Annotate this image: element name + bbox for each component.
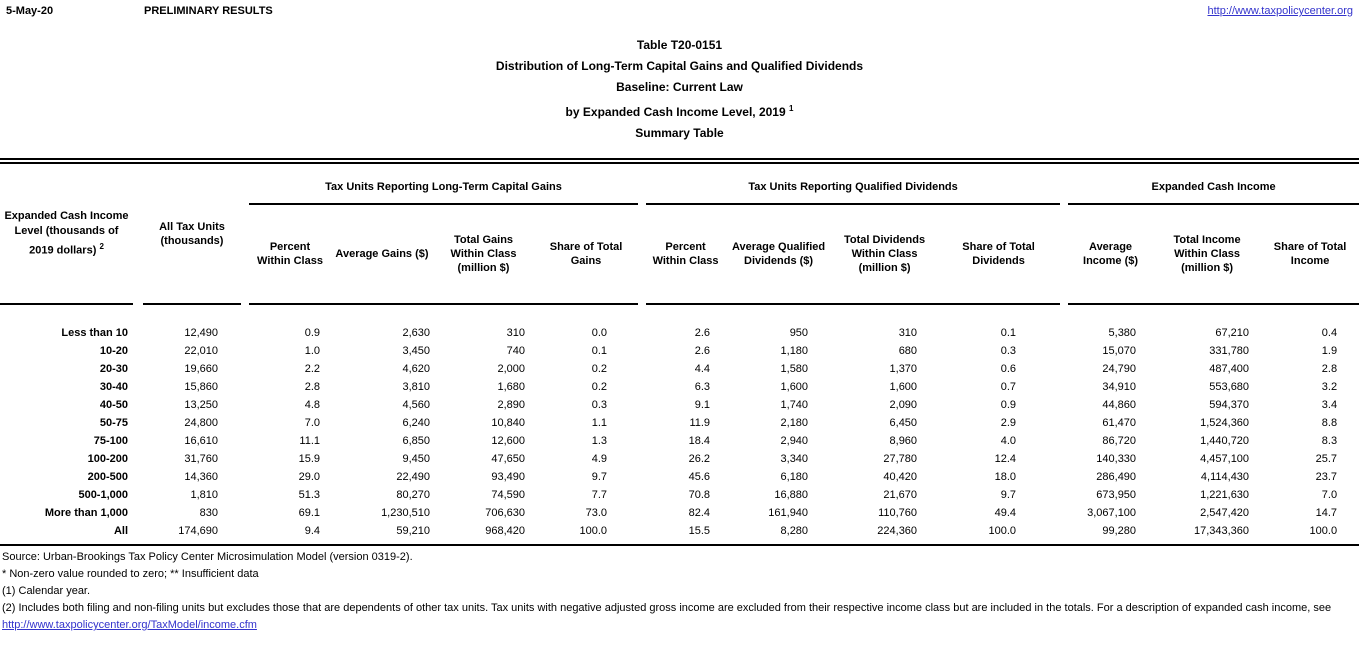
column-gap <box>1060 504 1068 522</box>
column-gap <box>241 378 249 396</box>
column-gap <box>638 486 646 504</box>
column-gap <box>1060 396 1068 414</box>
col-header-qd-share-of-total: Share of Total Dividends <box>937 204 1060 304</box>
baseline-subtitle: Baseline: Current Law <box>616 80 743 94</box>
cell-qd-average-dividends: 1,580 <box>780 363 809 375</box>
cell-eci-total-income: 1,221,630 <box>1200 489 1250 501</box>
table-row <box>0 360 1359 378</box>
cell-qd-percent-within-class: 45.6 <box>688 471 711 483</box>
row-label: All <box>113 525 128 537</box>
col-header-qd-percent-within-class: Percent Within Class <box>646 204 725 304</box>
column-gap <box>1060 164 1068 304</box>
cell-ltcg-percent-within-class: 15.9 <box>298 453 320 465</box>
cell-eci-average-income: 286,490 <box>1096 471 1137 483</box>
cell-all-tax-units: 14,360 <box>184 471 218 483</box>
col-header-ltcg-share-of-total: Share of Total Gains <box>534 204 638 304</box>
summary-table <box>0 164 1359 540</box>
column-gap <box>133 342 143 360</box>
cell-qd-total-dividends: 1,600 <box>889 381 918 393</box>
column-gap <box>638 522 646 540</box>
cell-ltcg-percent-within-class: 9.4 <box>304 525 320 537</box>
cell-qd-percent-within-class: 15.5 <box>688 525 711 537</box>
table-row <box>0 432 1359 450</box>
cell-qd-average-dividends: 2,180 <box>780 417 809 429</box>
cell-ltcg-total-gains: 706,630 <box>485 507 525 519</box>
cell-ltcg-share-of-total: 1.1 <box>591 417 608 429</box>
cell-ltcg-percent-within-class: 51.3 <box>298 489 320 501</box>
column-gap <box>1060 468 1068 486</box>
cell-ltcg-share-of-total: 0.2 <box>591 363 608 375</box>
table-row <box>0 414 1359 432</box>
cell-qd-average-dividends: 3,340 <box>780 453 809 465</box>
cell-qd-percent-within-class: 82.4 <box>688 507 711 519</box>
footnote-2-link-line <box>2 617 1357 634</box>
column-gap <box>133 324 143 342</box>
cell-eci-share-of-total: 7.0 <box>1321 489 1338 501</box>
cell-all-tax-units: 1,810 <box>190 489 218 501</box>
cell-qd-share-of-total: 0.3 <box>1000 345 1017 357</box>
taxpolicycenter-link[interactable]: http://www.taxpolicycenter.org <box>1207 5 1353 17</box>
col-header-eci-average-income: Average Income ($) <box>1068 204 1153 304</box>
column-gap <box>638 324 646 342</box>
cell-eci-average-income: 34,910 <box>1102 381 1137 393</box>
income-definition-link[interactable]: http://www.taxpolicycenter.org/TaxModel/income.cfm <box>2 619 257 631</box>
column-gap <box>638 360 646 378</box>
cell-qd-percent-within-class: 2.6 <box>694 327 711 339</box>
col-header-ltcg-average-gains: Average Gains ($) <box>331 204 433 304</box>
cell-qd-share-of-total: 0.1 <box>1000 327 1017 339</box>
cell-eci-average-income: 44,860 <box>1102 399 1137 411</box>
cell-ltcg-percent-within-class: 1.0 <box>304 345 320 357</box>
cell-eci-share-of-total: 3.2 <box>1321 381 1338 393</box>
col-header-eci-share-of-total: Share of Total Income <box>1261 204 1359 304</box>
group-header-qualified-dividends: Tax Units Reporting Qualified Dividends <box>646 164 1060 204</box>
row-label: Less than 10 <box>61 327 128 339</box>
cell-qd-percent-within-class: 18.4 <box>688 435 711 447</box>
row-label: 75-100 <box>93 435 128 447</box>
row-label: 50-75 <box>99 417 128 429</box>
cell-eci-average-income: 24,790 <box>1102 363 1137 375</box>
all-tax-units-header: All Tax Units (thousands) <box>143 164 241 304</box>
table-row <box>0 504 1359 522</box>
cell-eci-share-of-total: 100.0 <box>1309 525 1338 537</box>
cell-qd-share-of-total: 0.9 <box>1000 399 1017 411</box>
column-gap <box>1060 522 1068 540</box>
table-row <box>0 522 1359 540</box>
cell-ltcg-percent-within-class: 29.0 <box>298 471 320 483</box>
cell-qd-total-dividends: 8,960 <box>889 435 918 447</box>
cell-ltcg-total-gains: 10,840 <box>491 417 525 429</box>
cell-qd-average-dividends: 161,940 <box>768 507 809 519</box>
footnotes-block <box>0 546 1359 634</box>
row-label: 40-50 <box>99 399 128 411</box>
cell-eci-average-income: 86,720 <box>1102 435 1137 447</box>
cell-qd-percent-within-class: 2.6 <box>694 345 711 357</box>
column-gap <box>133 378 143 396</box>
cell-eci-share-of-total: 2.8 <box>1321 363 1338 375</box>
preliminary-results-label: PRELIMINARY RESULTS <box>144 5 273 17</box>
table-row <box>0 396 1359 414</box>
column-gap <box>638 342 646 360</box>
cell-qd-share-of-total: 100.0 <box>988 525 1017 537</box>
cell-ltcg-share-of-total: 4.9 <box>591 453 608 465</box>
cell-ltcg-share-of-total: 73.0 <box>585 507 608 519</box>
cell-qd-share-of-total: 18.0 <box>994 471 1017 483</box>
cell-ltcg-average-gains: 2,630 <box>402 327 430 339</box>
cell-qd-percent-within-class: 11.9 <box>689 417 711 429</box>
cell-ltcg-total-gains: 2,890 <box>497 399 525 411</box>
table-title: Distribution of Long-Term Capital Gains and Qualified Dividends <box>495 59 864 73</box>
cell-qd-average-dividends: 2,940 <box>780 435 809 447</box>
column-gap <box>638 504 646 522</box>
cell-eci-average-income: 3,067,100 <box>1087 507 1137 519</box>
cell-qd-share-of-total: 12.4 <box>994 453 1017 465</box>
cell-qd-total-dividends: 224,360 <box>877 525 918 537</box>
cell-qd-total-dividends: 2,090 <box>889 399 918 411</box>
column-gap <box>133 432 143 450</box>
cell-qd-average-dividends: 16,880 <box>774 489 809 501</box>
table-row <box>0 324 1359 342</box>
header-body-gap <box>0 304 1359 324</box>
column-gap <box>133 468 143 486</box>
column-gap <box>241 522 249 540</box>
cell-eci-total-income: 1,524,360 <box>1200 417 1250 429</box>
column-gap <box>1060 378 1068 396</box>
footnote-ref-2: 2 <box>99 241 104 251</box>
table-row <box>0 342 1359 360</box>
row-label: 30-40 <box>99 381 128 393</box>
table-row <box>0 468 1359 486</box>
cell-qd-share-of-total: 2.9 <box>1000 417 1017 429</box>
cell-eci-average-income: 99,280 <box>1102 525 1137 537</box>
cell-ltcg-average-gains: 6,240 <box>402 417 430 429</box>
cell-qd-percent-within-class: 9.1 <box>694 399 711 411</box>
cell-ltcg-percent-within-class: 7.0 <box>304 417 320 429</box>
cell-eci-total-income: 67,210 <box>1215 327 1250 339</box>
cell-qd-total-dividends: 310 <box>898 327 918 339</box>
cell-all-tax-units: 16,610 <box>184 435 218 447</box>
cell-eci-average-income: 673,950 <box>1096 489 1137 501</box>
cell-qd-average-dividends: 950 <box>789 327 809 339</box>
column-gap <box>638 164 646 304</box>
row-label: More than 1,000 <box>44 507 128 519</box>
cell-ltcg-share-of-total: 9.7 <box>591 471 608 483</box>
column-gap <box>1060 432 1068 450</box>
cell-qd-average-dividends: 8,280 <box>780 525 809 537</box>
cell-qd-share-of-total: 9.7 <box>1000 489 1017 501</box>
cell-ltcg-percent-within-class: 11.1 <box>299 435 320 447</box>
cell-ltcg-total-gains: 74,590 <box>491 489 525 501</box>
column-gap <box>241 432 249 450</box>
cell-ltcg-percent-within-class: 69.1 <box>298 507 320 519</box>
col-header-eci-total-income: Total Income Within Class (million $) <box>1153 204 1261 304</box>
column-gap <box>241 324 249 342</box>
column-gap <box>1060 324 1068 342</box>
cell-ltcg-average-gains: 9,450 <box>402 453 430 465</box>
column-gap <box>241 342 249 360</box>
symbols-note: * Non-zero value rounded to zero; ** Insufficient data <box>2 568 259 580</box>
cell-all-tax-units: 22,010 <box>184 345 218 357</box>
col-header-ltcg-percent-within-class: Percent Within Class <box>249 204 331 304</box>
column-gap <box>638 396 646 414</box>
column-gap <box>638 432 646 450</box>
cell-ltcg-share-of-total: 0.3 <box>591 399 608 411</box>
source-note: Source: Urban-Brookings Tax Policy Center Microsimulation Model (version 0319-2). <box>2 551 413 563</box>
row-label: 100-200 <box>87 453 128 465</box>
cell-eci-total-income: 2,547,420 <box>1200 507 1250 519</box>
table-body <box>0 324 1359 540</box>
cell-qd-percent-within-class: 70.8 <box>688 489 711 501</box>
cell-ltcg-percent-within-class: 4.8 <box>304 399 320 411</box>
cell-all-tax-units: 15,860 <box>184 381 218 393</box>
cell-ltcg-total-gains: 2,000 <box>497 363 525 375</box>
cell-ltcg-total-gains: 93,490 <box>491 471 525 483</box>
column-gap <box>133 504 143 522</box>
cell-qd-total-dividends: 680 <box>898 345 918 357</box>
cell-ltcg-average-gains: 3,450 <box>402 345 430 357</box>
cell-eci-share-of-total: 3.4 <box>1321 399 1338 411</box>
cell-qd-average-dividends: 6,180 <box>780 471 809 483</box>
cell-ltcg-total-gains: 968,420 <box>485 525 525 537</box>
column-gap <box>241 450 249 468</box>
cell-eci-average-income: 140,330 <box>1096 453 1137 465</box>
cell-qd-total-dividends: 40,420 <box>883 471 918 483</box>
column-gap <box>241 504 249 522</box>
cell-ltcg-average-gains: 22,490 <box>396 471 430 483</box>
cell-ltcg-total-gains: 12,600 <box>491 435 525 447</box>
cell-qd-total-dividends: 27,780 <box>883 453 918 465</box>
column-gap <box>1060 360 1068 378</box>
cell-ltcg-average-gains: 6,850 <box>402 435 430 447</box>
cell-qd-total-dividends: 110,760 <box>878 507 918 519</box>
by-income-level-subtitle: by Expanded Cash Income Level, 2019 $^1$ <box>565 104 794 119</box>
cell-qd-share-of-total: 4.0 <box>1000 435 1017 447</box>
cell-eci-total-income: 487,400 <box>1209 363 1250 375</box>
table-row <box>0 378 1359 396</box>
cell-all-tax-units: 19,660 <box>184 363 218 375</box>
column-gap <box>1060 486 1068 504</box>
column-gap <box>133 522 143 540</box>
cell-eci-total-income: 17,343,360 <box>1193 525 1250 537</box>
cell-qd-percent-within-class: 4.4 <box>694 363 711 375</box>
column-gap <box>133 486 143 504</box>
column-gap <box>133 396 143 414</box>
cell-ltcg-share-of-total: 1.3 <box>591 435 608 447</box>
cell-eci-share-of-total: 0.4 <box>1321 327 1338 339</box>
cell-qd-average-dividends: 1,740 <box>780 399 809 411</box>
column-gap <box>1060 414 1068 432</box>
cell-eci-share-of-total: 8.3 <box>1321 435 1338 447</box>
cell-all-tax-units: 12,490 <box>184 327 218 339</box>
cell-all-tax-units: 13,250 <box>184 399 218 411</box>
row-label: 10-20 <box>99 345 128 357</box>
column-gap <box>1060 450 1068 468</box>
cell-ltcg-percent-within-class: 2.2 <box>304 363 320 375</box>
row-header-title: Expanded Cash Income Level (thousands of 2019 dollars) $^2$ <box>0 164 133 304</box>
cell-qd-share-of-total: 0.7 <box>1000 381 1017 393</box>
cell-ltcg-average-gains: 4,620 <box>402 363 430 375</box>
cell-ltcg-total-gains: 1,680 <box>497 381 525 393</box>
cell-ltcg-average-gains: 1,230,510 <box>381 507 430 519</box>
top-bar <box>0 0 1359 26</box>
cell-all-tax-units: 31,760 <box>184 453 218 465</box>
summary-table-subtitle: Summary Table <box>635 126 724 140</box>
column-gap <box>638 378 646 396</box>
table-number: Table T20-0151 <box>636 38 723 52</box>
row-label: 500-1,000 <box>78 489 128 501</box>
cell-qd-percent-within-class: 6.3 <box>694 381 711 393</box>
cell-ltcg-total-gains: 740 <box>506 345 525 357</box>
col-header-qd-total-dividends: Total Dividends Within Class (million $) <box>832 204 937 304</box>
cell-ltcg-share-of-total: 7.7 <box>591 489 608 501</box>
cell-eci-average-income: 61,470 <box>1102 417 1137 429</box>
footnote-ref-1: 1 <box>788 104 794 113</box>
cell-eci-total-income: 4,457,100 <box>1200 453 1250 465</box>
cell-ltcg-total-gains: 47,650 <box>491 453 525 465</box>
column-gap <box>133 360 143 378</box>
col-header-qd-average-dividends: Average Qualified Dividends ($) <box>725 204 832 304</box>
column-gap <box>638 468 646 486</box>
column-gap <box>241 360 249 378</box>
cell-ltcg-average-gains: 3,810 <box>402 381 430 393</box>
report-date: 5-May-20 <box>6 5 54 17</box>
cell-ltcg-share-of-total: 0.0 <box>591 327 608 339</box>
cell-ltcg-average-gains: 59,210 <box>396 525 430 537</box>
footnote-1: (1) Calendar year. <box>2 585 91 597</box>
column-gap <box>133 414 143 432</box>
cell-ltcg-average-gains: 80,270 <box>396 489 430 501</box>
cell-ltcg-share-of-total: 100.0 <box>579 525 608 537</box>
cell-eci-total-income: 331,780 <box>1209 345 1250 357</box>
table-row <box>0 450 1359 468</box>
cell-qd-percent-within-class: 26.2 <box>688 453 711 465</box>
cell-eci-share-of-total: 23.7 <box>1315 471 1338 483</box>
column-gap <box>638 414 646 432</box>
cell-ltcg-total-gains: 310 <box>506 327 525 339</box>
cell-qd-total-dividends: 21,670 <box>883 489 918 501</box>
row-label: 200-500 <box>87 471 128 483</box>
column-gap <box>241 486 249 504</box>
cell-eci-total-income: 553,680 <box>1209 381 1250 393</box>
cell-eci-share-of-total: 8.8 <box>1321 417 1338 429</box>
row-label: 20-30 <box>99 363 128 375</box>
cell-eci-average-income: 15,070 <box>1102 345 1137 357</box>
column-gap <box>241 414 249 432</box>
table-row <box>0 486 1359 504</box>
cell-qd-total-dividends: 6,450 <box>889 417 918 429</box>
cell-all-tax-units: 24,800 <box>184 417 218 429</box>
cell-eci-total-income: 1,440,720 <box>1200 435 1250 447</box>
cell-qd-share-of-total: 49.4 <box>994 507 1017 519</box>
cell-ltcg-percent-within-class: 0.9 <box>304 327 320 339</box>
cell-qd-average-dividends: 1,180 <box>780 345 809 357</box>
cell-eci-share-of-total: 25.7 <box>1315 453 1338 465</box>
group-header-expanded-cash-income: Expanded Cash Income <box>1068 164 1359 204</box>
footnote-2: (2) Includes both filing and non-filing units but excludes those that are dependents of other tax units. Tax units with negative adjusted gross income are excluded from their respective income class but are included in the totals. For a description of expanded cash income, see <box>2 602 1332 614</box>
col-header-ltcg-total-gains: Total Gains Within Class (million $) <box>433 204 534 304</box>
column-gap <box>133 450 143 468</box>
cell-qd-total-dividends: 1,370 <box>889 363 918 375</box>
column-gap <box>1060 342 1068 360</box>
cell-eci-total-income: 594,370 <box>1209 399 1250 411</box>
cell-ltcg-percent-within-class: 2.8 <box>304 381 320 393</box>
column-gap <box>241 164 249 304</box>
cell-eci-total-income: 4,114,430 <box>1200 471 1250 483</box>
cell-qd-share-of-total: 0.6 <box>1000 363 1017 375</box>
column-gap <box>638 450 646 468</box>
column-gap <box>133 164 143 304</box>
cell-eci-average-income: 5,380 <box>1108 327 1137 339</box>
cell-all-tax-units: 174,690 <box>178 525 218 537</box>
cell-ltcg-share-of-total: 0.1 <box>591 345 608 357</box>
column-gap <box>241 396 249 414</box>
cell-eci-share-of-total: 14.7 <box>1315 507 1338 519</box>
cell-all-tax-units: 830 <box>199 507 218 519</box>
column-gap <box>241 468 249 486</box>
group-header-ltcg: Tax Units Reporting Long-Term Capital Gains <box>249 164 638 204</box>
title-block <box>0 35 1359 144</box>
cell-eci-share-of-total: 1.9 <box>1321 345 1338 357</box>
cell-ltcg-share-of-total: 0.2 <box>591 381 608 393</box>
cell-qd-average-dividends: 1,600 <box>780 381 809 393</box>
cell-ltcg-average-gains: 4,560 <box>402 399 430 411</box>
